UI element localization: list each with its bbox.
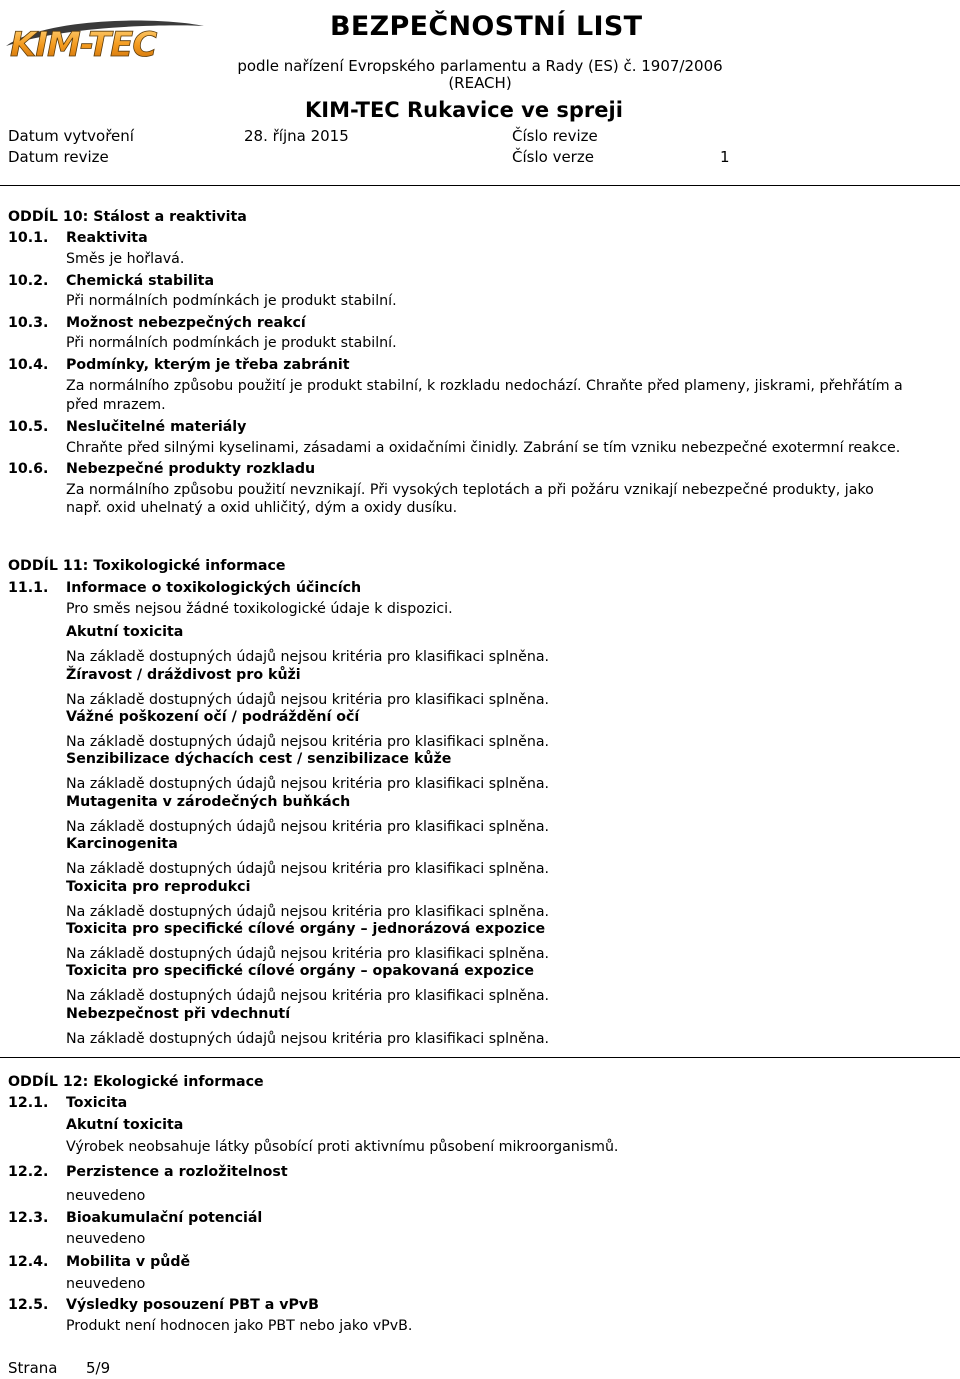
item-title: Reaktivita — [66, 230, 148, 246]
hazard-statement: Na základě dostupných údajů nejsou kritéria pro klasifikaci splněna. — [66, 734, 550, 750]
kimtec-logo — [4, 16, 207, 62]
item-number: 10.1. — [8, 230, 49, 246]
item-title: Chemická stabilita — [66, 273, 215, 289]
section-11-title: ODDÍL 11: Toxikologické informace — [8, 558, 286, 574]
logo-wordmark: KIM-TEC — [10, 25, 157, 62]
item-text: Za normálního způsobu použití nevznikají. Při vysokých teplotách a při požáru vznikají nebezpečné produkty, jako — [66, 482, 874, 498]
item-number: 12.1. — [8, 1095, 49, 1111]
regulation-reference — [230, 58, 730, 92]
item-title: Perzistence a rozložitelnost — [66, 1164, 288, 1180]
item-title: Mobilita v půdě — [66, 1254, 191, 1270]
hazard-heading: Nebezpečnost při vdechnutí — [66, 1006, 291, 1022]
hazard-heading: Toxicita pro specifické cílové orgány – jednorázová expozice — [66, 921, 546, 937]
hazard-statement: Na základě dostupných údajů nejsou kritéria pro klasifikaci splněna. — [66, 1031, 550, 1047]
hazard-statement: Na základě dostupných údajů nejsou kritéria pro klasifikaci splněna. — [66, 946, 550, 962]
item-text: neuvedeno — [66, 1276, 146, 1292]
hazard-statement: Na základě dostupných údajů nejsou kritéria pro klasifikaci splněna. — [66, 904, 550, 920]
regulation-line-1: podle nařízení Evropského parlamentu a Rady (ES) č. 1907/2006 — [237, 57, 723, 75]
item-title: Možnost nebezpečných reakcí — [66, 315, 306, 331]
page-number: 5/9 — [86, 1359, 111, 1377]
item-title: Neslučitelné materiály — [66, 419, 247, 435]
item-title: Výsledky posouzení PBT a vPvB — [66, 1297, 319, 1313]
hazard-statement: Na základě dostupných údajů nejsou kritéria pro klasifikaci splněna. — [66, 776, 550, 792]
section-divider — [0, 1057, 960, 1058]
item-text: Za normálního způsobu použití je produkt stabilní, k rozkladu nedochází. Chraňte před plameny, jiskrami, přehřátím a — [66, 378, 903, 394]
created-value: 28. října 2015 — [244, 127, 349, 145]
item-text: Směs je hořlavá. — [66, 251, 185, 267]
item-number: 10.4. — [8, 357, 49, 373]
version-value: 1 — [720, 148, 730, 166]
hazard-heading: Senzibilizace dýchacích cest / senzibilizace kůže — [66, 751, 452, 767]
header-divider — [0, 185, 960, 186]
item-title: Nebezpečné produkty rozkladu — [66, 461, 316, 477]
section-12-title: ODDÍL 12: Ekologické informace — [8, 1074, 264, 1090]
document-title: BEZPEČNOSTNÍ LIST — [330, 11, 643, 42]
hazard-statement: Na základě dostupných údajů nejsou kritéria pro klasifikaci splněna. — [66, 819, 550, 835]
hazard-heading: Vážné poškození očí / podráždění očí — [66, 709, 360, 725]
item-number: 10.2. — [8, 273, 49, 289]
item-title: Bioakumulační potenciál — [66, 1210, 263, 1226]
hazard-statement: Na základě dostupných údajů nejsou kritéria pro klasifikaci splněna. — [66, 861, 550, 877]
revision-number-label: Číslo revize — [512, 127, 598, 145]
item-subtitle: Akutní toxicita — [66, 1117, 184, 1133]
hazard-heading: Toxicita pro specifické cílové orgány – opakovaná expozice — [66, 963, 535, 979]
item-number: 10.6. — [8, 461, 49, 477]
hazard-statement: Na základě dostupných údajů nejsou kritéria pro klasifikaci splněna. — [66, 988, 550, 1004]
hazard-heading: Toxicita pro reprodukci — [66, 879, 251, 895]
revision-date-label: Datum revize — [8, 148, 109, 166]
version-label: Číslo verze — [512, 148, 594, 166]
item-number: 10.5. — [8, 419, 49, 435]
item-text: Pro směs nejsou žádné toxikologické údaje k dispozici. — [66, 601, 453, 617]
section-10-title: ODDÍL 10: Stálost a reaktivita — [8, 209, 247, 225]
item-text: Chraňte před silnými kyselinami, zásadami a oxidačními činidly. Zabrání se tím vzniku nebezpečné exotermní reakce. — [66, 440, 901, 456]
item-number: 12.2. — [8, 1164, 49, 1180]
item-text: např. oxid uhelnatý a oxid uhličitý, dým a oxidy dusíku. — [66, 500, 458, 516]
item-number: 10.3. — [8, 315, 49, 331]
product-name: KIM-TEC Rukavice ve spreji — [305, 98, 623, 122]
item-number: 11.1. — [8, 580, 49, 596]
hazard-heading: Karcinogenita — [66, 836, 178, 852]
item-title: Informace o toxikologických účincích — [66, 580, 362, 596]
item-text: neuvedeno — [66, 1188, 146, 1204]
page-footer — [8, 1359, 110, 1377]
hazard-heading: Žíravost / dráždivost pro kůži — [66, 667, 301, 683]
hazard-statement: Na základě dostupných údajů nejsou kritéria pro klasifikaci splněna. — [66, 692, 550, 708]
item-text: Při normálních podmínkách je produkt stabilní. — [66, 293, 397, 309]
hazard-statement: Na základě dostupných údajů nejsou kritéria pro klasifikaci splněna. — [66, 649, 550, 665]
regulation-line-2: (REACH) — [448, 74, 512, 92]
created-label: Datum vytvoření — [8, 127, 134, 145]
item-text: Při normálních podmínkách je produkt stabilní. — [66, 335, 397, 351]
hazard-heading: Mutagenita v zárodečných buňkách — [66, 794, 351, 810]
item-number: 12.4. — [8, 1254, 49, 1270]
page-label: Strana — [8, 1359, 58, 1377]
item-title: Podmínky, kterým je třeba zabránit — [66, 357, 350, 373]
item-number: 12.3. — [8, 1210, 49, 1226]
hazard-heading: Akutní toxicita — [66, 624, 184, 640]
item-text: před mrazem. — [66, 397, 166, 413]
document-header — [0, 0, 960, 186]
item-title: Toxicita — [66, 1095, 128, 1111]
item-text: Produkt není hodnocen jako PBT nebo jako vPvB. — [66, 1318, 413, 1334]
item-text: neuvedeno — [66, 1231, 146, 1247]
item-text: Výrobek neobsahuje látky působící proti aktivnímu působení mikroorganismů. — [66, 1139, 619, 1155]
item-number: 12.5. — [8, 1297, 49, 1313]
